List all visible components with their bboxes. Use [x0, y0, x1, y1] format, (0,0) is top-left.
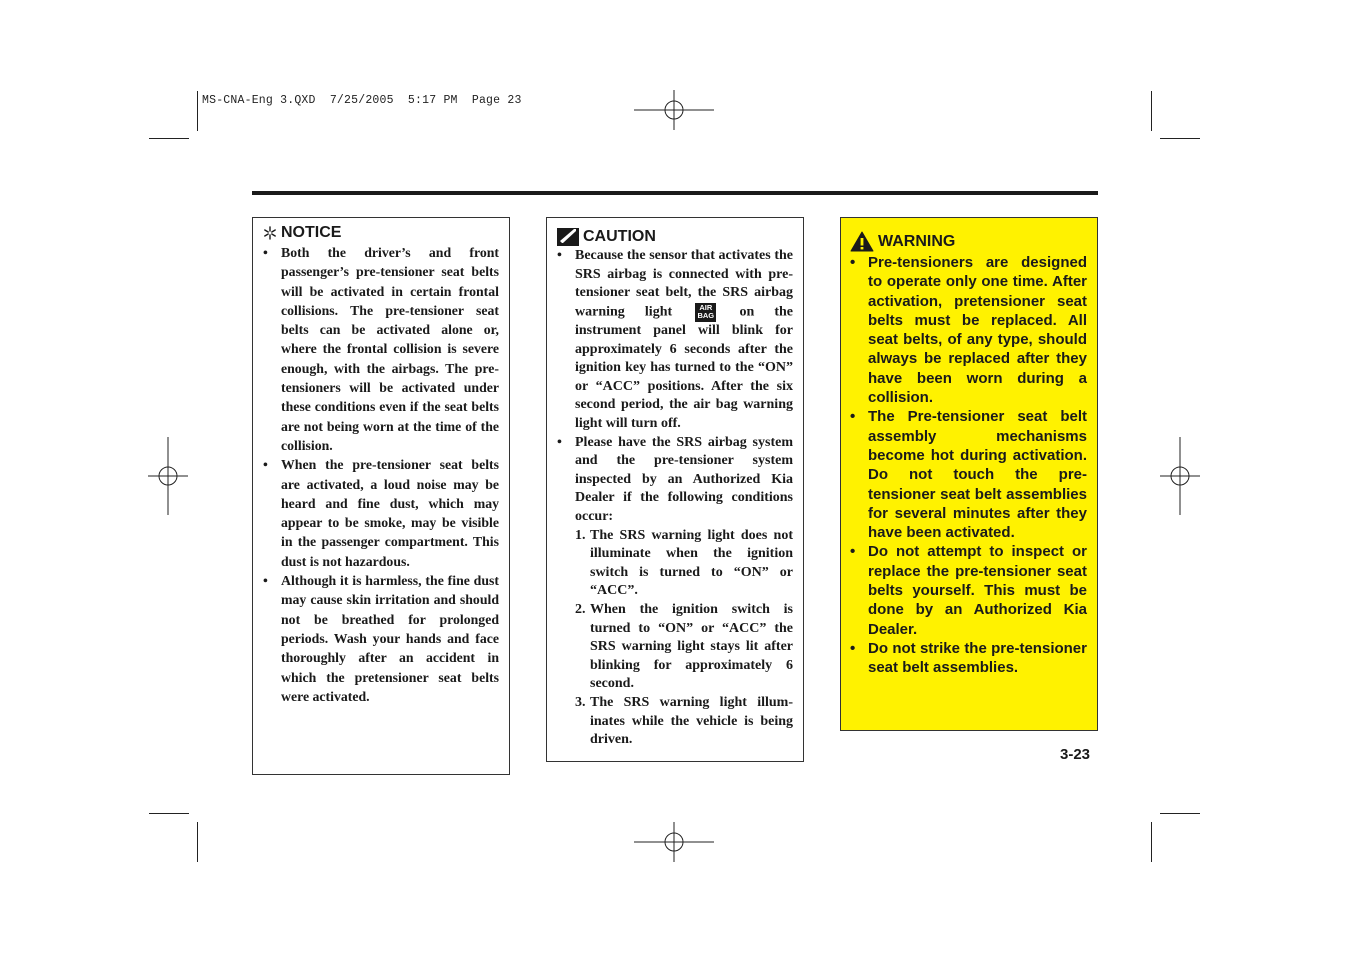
registration-mark-right: [1160, 437, 1200, 515]
condition-item: [575, 601, 793, 694]
caution-item: [557, 434, 793, 750]
caution-title: CAUTION: [583, 228, 656, 245]
registration-mark-bottom: [634, 822, 714, 862]
caution-list: [557, 247, 793, 750]
registration-mark-left: [148, 437, 188, 515]
caution-heading: [557, 228, 793, 246]
caution-item: [557, 247, 793, 434]
registration-mark-top: [634, 90, 714, 130]
airbag-warning-light-icon: [695, 303, 716, 322]
caution-item-text: Because the sensor that activates the SRS airbag is connected with pre-tensioner seat belt, the SRS airbag warning light: [575, 248, 793, 320]
caution-item-text: Please have the SRS airbag system and the pre-tensioner system inspected by an Authorized Kia Dealer if the following conditions occur:: [575, 434, 793, 525]
condition-item: [575, 527, 793, 601]
notice-list: [263, 243, 499, 706]
warning-item: • Do not attempt to inspect or replace the pre-tensioner seat belts yourself. This must be done by an Authorized Kia Dealer.: [850, 542, 1087, 638]
condition-item: [575, 694, 793, 750]
condition-list: [575, 527, 793, 750]
notice-box: [252, 217, 510, 775]
warning-triangle-icon: [850, 231, 874, 252]
warning-list: [850, 253, 1087, 678]
notice-title: NOTICE: [281, 224, 342, 241]
condition-text: The SRS warning light does not illuminate when the ignition switch is turned to “ON” or “ACC”.: [590, 527, 793, 599]
condition-text: When the ignition switch is turned to “ON” or “ACC” the SRS warning light stays lit after blinking for approximately 6 second.: [590, 602, 793, 692]
condition-text: The SRS warning light illum-inates while the vehicle is being driven.: [590, 694, 793, 748]
condition-label: 3.: [575, 694, 586, 710]
caution-box: [546, 217, 804, 762]
top-rule: [252, 191, 1098, 195]
condition-label: 1.: [575, 527, 586, 543]
warning-item: • Pre-tensioners are designed to operate only one time. After activation, pretensioner seat belts must be replaced. All seat belts, of any type, should always be replaced after they have been worn during a collision.: [850, 253, 1087, 407]
caution-pencil-icon: [557, 228, 579, 246]
page-number: 3-23: [1060, 746, 1091, 763]
airbag-icon-line: AIR: [699, 302, 713, 312]
asterisk-star-icon: [263, 226, 277, 240]
notice-item: • Although it is harmless, the fine dust may cause skin irritation and should not be breathed for prolonged periods. Wash your hands and face thoroughly after an accident in which the pretensioner seat belts were activated.: [263, 571, 499, 706]
notice-item: • Both the driver’s and front passenger’s pre-tensioner seat belts will be activated in certain frontal collisions. The pre-tensioner seat belts can be activated alone or, where the frontal collision is severe enough, with the airbags. The pre-tensioners will be activated under these conditions even if the seat belts are not being worn at the time of the collision.: [263, 243, 499, 455]
notice-item: • When the pre-tensioner seat belts are activated, a loud noise may be heard and fine dust, which may appear to be smoke, may be visible in the passenger compartment. This dust is not hazardous.: [263, 455, 499, 571]
printer-slug: MS-CNA-Eng 3.QXD 7/25/2005 5:17 PM Page 23: [202, 94, 522, 107]
warning-heading: [850, 231, 1087, 252]
notice-heading: [263, 224, 499, 242]
airbag-icon-line: BAG: [697, 311, 715, 321]
condition-label: 2.: [575, 602, 586, 617]
warning-box: [840, 217, 1098, 731]
warning-item: • Do not strike the pre-tensioner seat belt assemblies.: [850, 639, 1087, 678]
caution-item-text: on the instrument panel will blink for approximately 6 seconds after the ignition key has turned to the “ON” or “ACC” positions. After the six second period, the air bag warning light will turn off.: [575, 304, 794, 432]
warning-title: WARNING: [878, 232, 956, 250]
warning-item: • The Pre-tensioner seat belt assembly mechanisms become hot during activation. Do not touch the pre-tensioner seat belt assemblies for several minutes after they have been activated.: [850, 407, 1087, 542]
